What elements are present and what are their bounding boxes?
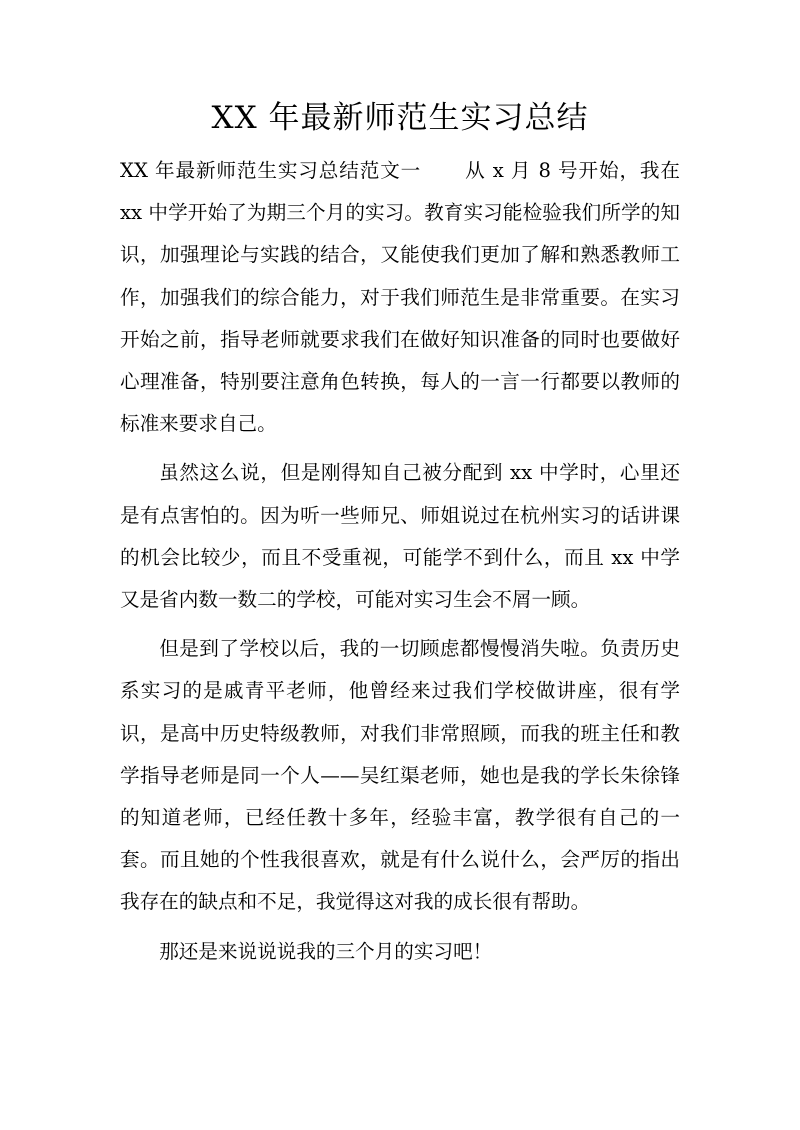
document-title: XX 年最新师范生实习总结 bbox=[211, 100, 589, 136]
paragraph-2: 虽然这么说，但是刚得知自己被分配到 xx 中学时，心里还是有点害怕的。因为听一些师兄、师姐说过在杭州实习的话讲课的机会比较少，而且不受重视，可能学不到什么，而且 xx 中学又是省内数一数二的学校，可能对实习生会不屑一顾。 bbox=[120, 461, 680, 612]
paragraph-4: 那还是来说说说我的三个月的实习吧！ bbox=[159, 939, 493, 963]
paragraph-1-lead: XX 年最新师范生实习总结范文一 bbox=[120, 159, 422, 182]
paragraph-1-text: 从 x 月 8 号开始，我在 xx 中学开始了为期三个月的实习。教育实习能检验我们所学的知识，加强理论与实践的结合，又能使我们更加了解和熟悉教师工作，加强我们的综合能力，对于我们师范生是非常重要。在实习开始之前，指导老师就要求我们在做好知识准备的同时也要做好心理准备，特别要注意角色转换，每人的一言一行都要以教师的标准来要求自己。 bbox=[120, 159, 680, 436]
paragraph-3: 但是到了学校以后，我的一切顾虑都慢慢消失啦。负责历史系实习的是戚青平老师，他曾经来过我们学校做讲座，很有学识，是高中历史特级教师，对我们非常照顾，而我的班主任和教学指导老师是同一个人——吴红渠老师，她也是我的学长朱徐锋的知道老师，已经任教十多年，经验丰富，教学很有自己的一套。而且她的个性我很喜欢，就是有什么说什么，会严厉的指出我存在的缺点和不足，我觉得这对我的成长很有帮助。 bbox=[120, 637, 680, 914]
document-body bbox=[120, 150, 680, 980]
paragraph-1 bbox=[120, 150, 680, 445]
